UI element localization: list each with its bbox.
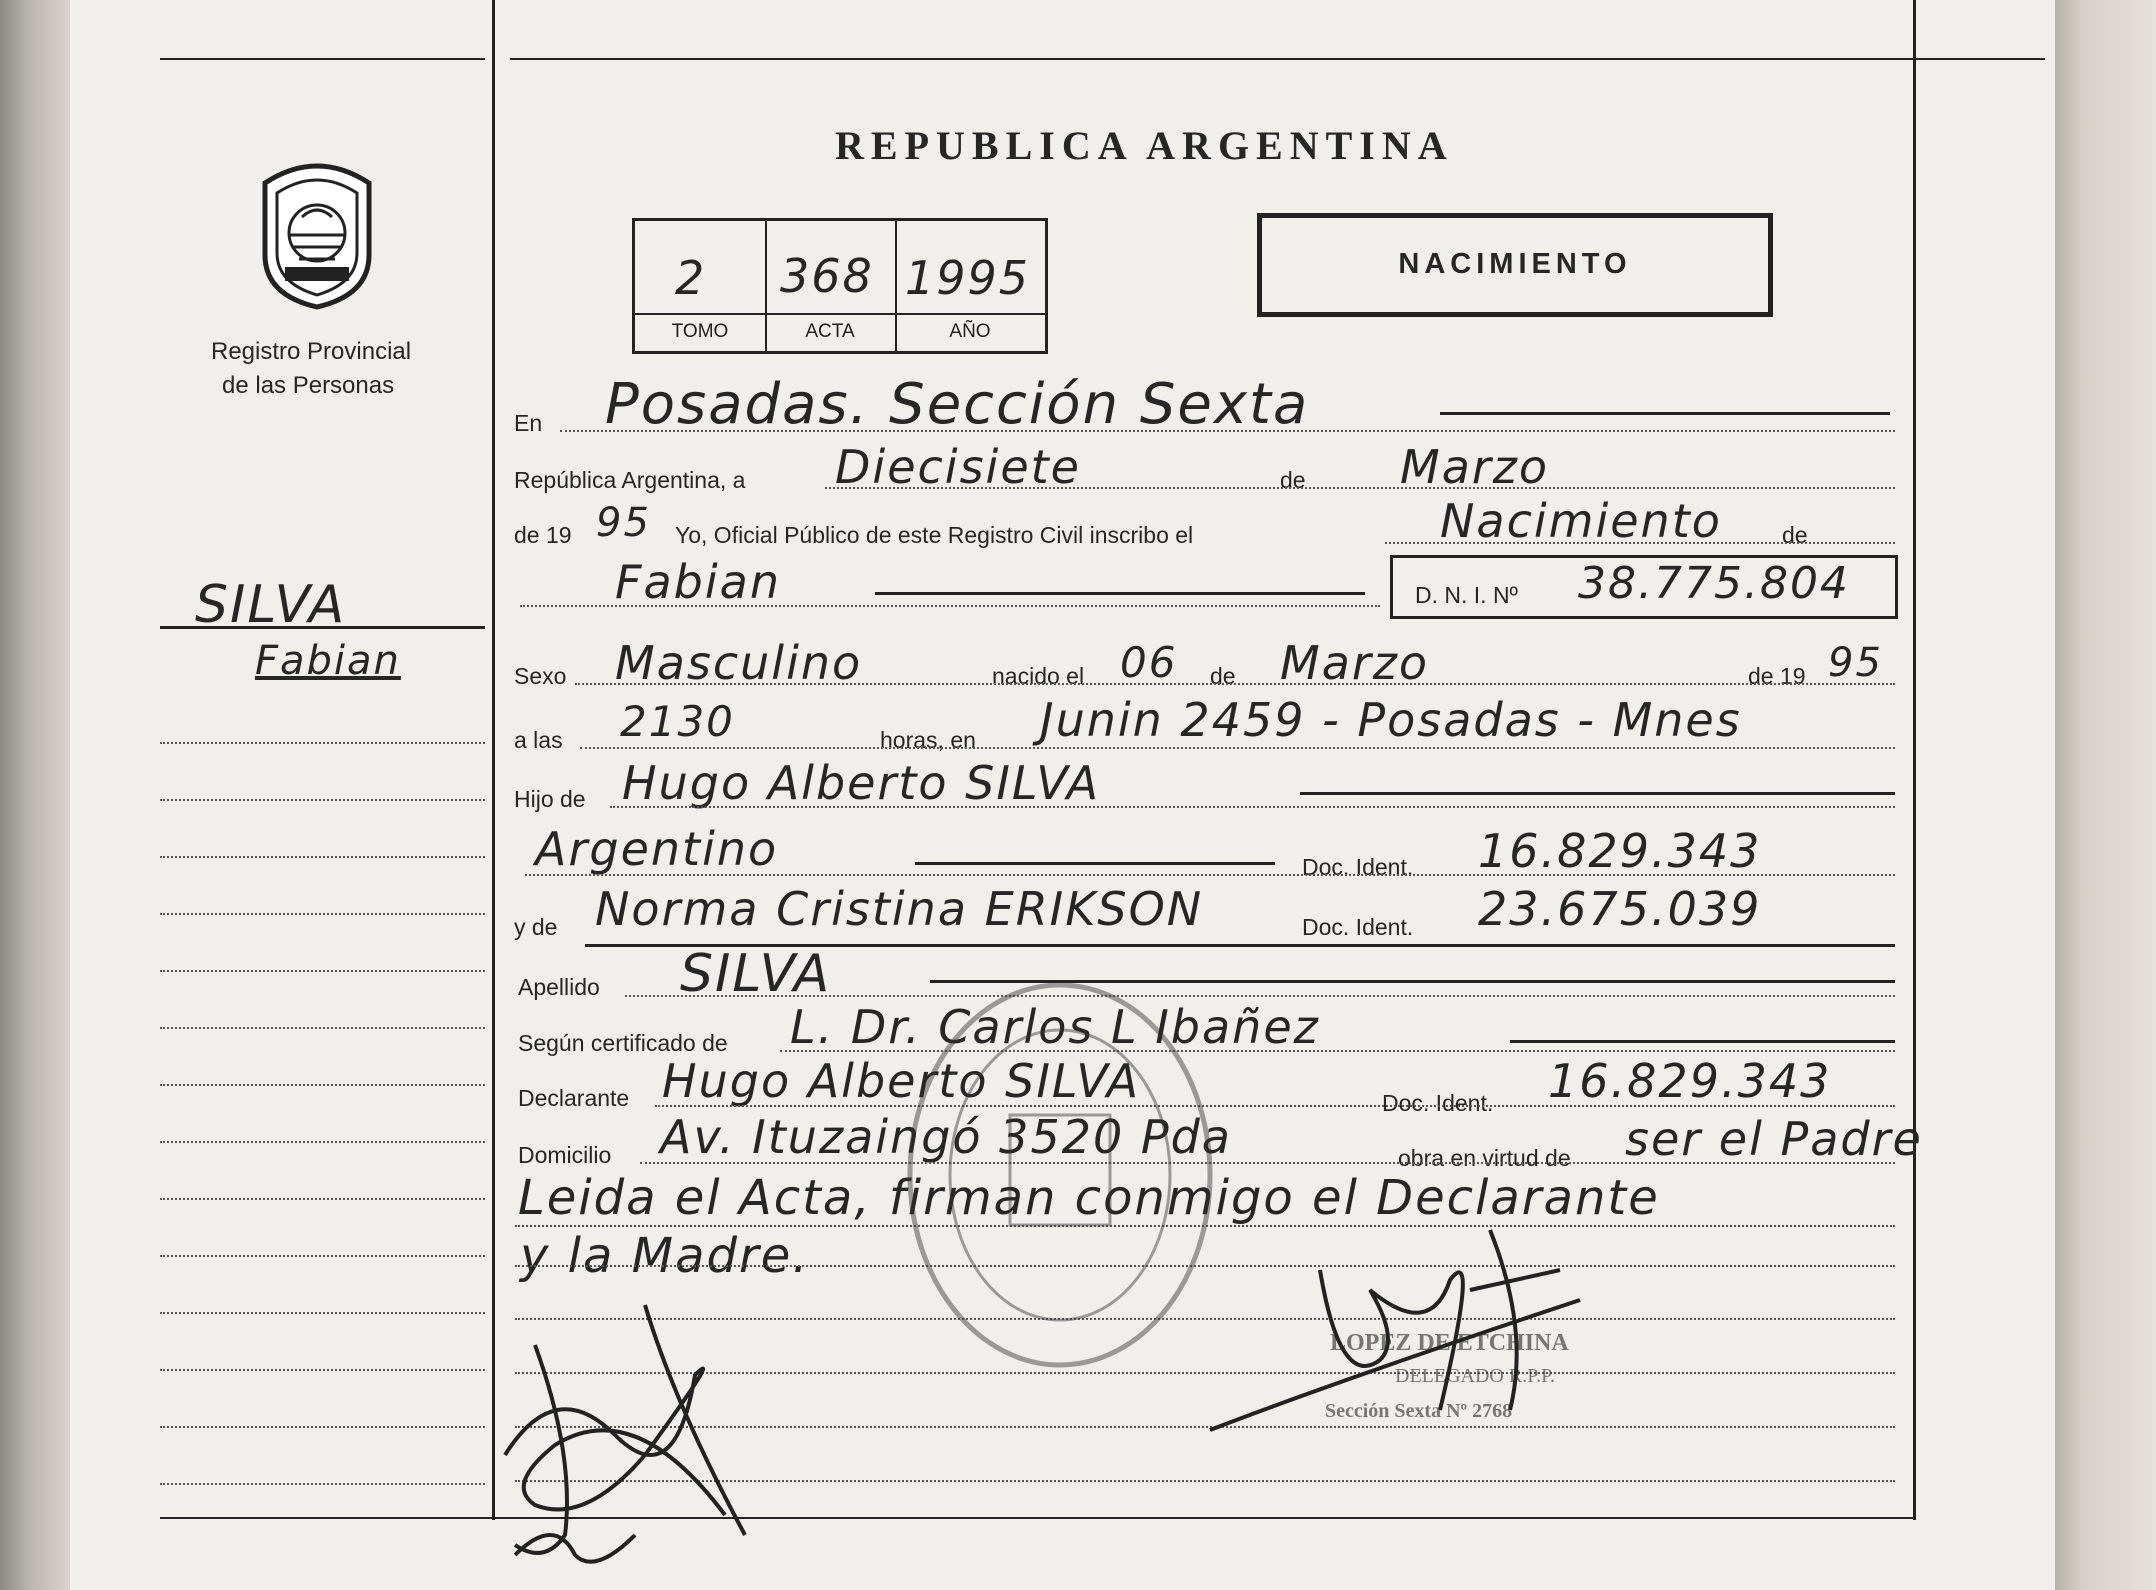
line [640,1162,1895,1164]
closing-line-2: y la Madre. [520,1228,810,1284]
line [915,862,1275,865]
tomo-value: 2 [675,251,707,305]
field-birth-place: Junin 2459 - Posadas - Mnes [1040,693,1742,747]
label-domicilio: Domicilio [518,1142,612,1168]
ruled-line [160,913,485,915]
field-birth-month: Marzo [1280,636,1430,690]
top-rule-right [510,58,2045,60]
field-father-doc: 16.829.343 [1478,824,1762,878]
ruled-line [160,1084,485,1086]
field-birth-time: 2130 [620,697,735,746]
label-dni: D. N. I. Nº [1415,582,1518,608]
label-a-las: a las [514,727,563,753]
tomo-label: TOMO [671,321,729,342]
line [655,1105,1895,1107]
line [1440,412,1890,415]
field-day-words: Diecisiete [835,440,1081,494]
label-doc-ident-1: Doc. Ident. [1302,854,1414,880]
label-obra: obra en virtud de [1398,1145,1571,1171]
field-father: Hugo Alberto SILVA [622,756,1101,810]
line [575,683,1895,685]
label-de-19b: de 19 [1748,663,1806,689]
official-signature [1190,1210,1590,1450]
label-y-de: y de [514,914,558,940]
line [1385,542,1895,544]
ano-value: 1995 [905,251,1031,305]
field-name: Fabian [615,555,781,609]
line [625,995,1895,997]
line [875,592,1365,595]
box-rule [635,313,1045,315]
field-event: Nacimiento [1440,494,1722,548]
label-sexo: Sexo [514,663,567,689]
field-capacity: ser el Padre [1625,1112,1923,1166]
field-sex: Masculino [615,636,863,690]
field-dni: 38.775.804 [1578,558,1850,609]
line [825,487,1895,489]
ruled-line [160,1426,485,1428]
line [525,874,1895,876]
label-de-19: de 19 [514,522,572,548]
declarant-signature [495,1255,815,1575]
margin-surname: SILVA [195,575,347,635]
record-type-box [1257,213,1773,317]
ruled-line [160,1255,485,1257]
line [560,430,1895,432]
top-rule-left [160,58,485,60]
country-title: REPUBLICA ARGENTINA [835,123,1454,168]
stamp-official-section: Sección Sexta Nº 2768 [1325,1400,1513,1422]
acta-value: 368 [780,249,874,303]
field-birth-year: 95 [1828,640,1883,686]
closing-line-1: Leida el Acta, firman conmigo el Declarante [518,1170,1660,1226]
stamp-official-name: LOPEZ DE ETCHINA [1330,1330,1569,1356]
ruled-line [160,1141,485,1143]
stamp-official-role: DELEGADO R.P.P. [1395,1365,1556,1387]
record-number-box [632,218,1048,354]
label-republica: República Argentina, a [514,467,746,493]
label-segun: Según certificado de [518,1030,728,1056]
label-inscribo: Yo, Oficial Público de este Registro Civil inscribo el [675,522,1194,548]
field-certificate-by: L. Dr. Carlos L Ibañez [790,1000,1320,1054]
label-en: En [514,410,543,436]
ruled-line [160,1369,485,1371]
field-surname: SILVA [680,944,832,1004]
field-mother-doc: 23.675.039 [1478,882,1762,936]
label-declarante: Declarante [518,1085,630,1111]
dni-box [1390,555,1898,619]
ruled-line [160,799,485,801]
label-doc-ident-2: Doc. Ident. [1302,914,1414,940]
ruled-line [160,1312,485,1314]
ruled-line [160,856,485,858]
label-de-mid: de [1210,663,1236,689]
record-type: NACIMIENTO [1398,248,1632,280]
field-place: Posadas. Sección Sexta [605,372,1310,437]
acta-label: ACTA [805,321,855,342]
field-declarant-doc: 16.829.343 [1548,1054,1832,1108]
label-de: de [1280,467,1306,493]
ruled-line [160,970,485,972]
book-spine [0,0,70,1590]
provincial-seal-icon [247,155,387,310]
field-year-suffix: 95 [596,500,651,546]
field-father-nationality: Argentino [535,822,779,876]
line [610,806,1895,808]
field-mother: Norma Cristina ERIKSON [595,882,1204,936]
label-doc-ident-3: Doc. Ident. [1382,1090,1494,1116]
registry-name-line1: Registro Provincial [211,338,412,365]
ruled-line [160,742,485,744]
label-apellido: Apellido [518,974,600,1000]
line [1510,1040,1895,1043]
ruled-line [160,1027,485,1029]
line [580,747,1895,749]
label-hijo-de: Hijo de [514,786,586,812]
ruled-line [160,1483,485,1485]
registry-round-stamp [900,975,1220,1375]
ruled-line [160,1198,485,1200]
field-month: Marzo [1400,440,1550,494]
margin-rule [160,626,485,629]
line [520,605,1380,607]
registry-name-line2: de las Personas [222,372,395,399]
line [1300,792,1895,795]
field-birth-day: 06 [1120,638,1178,687]
field-declarant: Hugo Alberto SILVA [662,1054,1141,1108]
right-border [1913,0,1916,1520]
bottom-rule [160,1517,1915,1519]
label-nacido: nacido el [992,663,1085,689]
ano-label: AÑO [949,321,991,342]
label-horas-en: horas, en [880,727,976,753]
field-address: Av. Ituzaingó 3520 Pda [660,1110,1232,1164]
label-de-end: de [1782,522,1808,548]
page-stack-edge [2055,0,2156,1590]
margin-given-name: Fabian [255,638,401,684]
